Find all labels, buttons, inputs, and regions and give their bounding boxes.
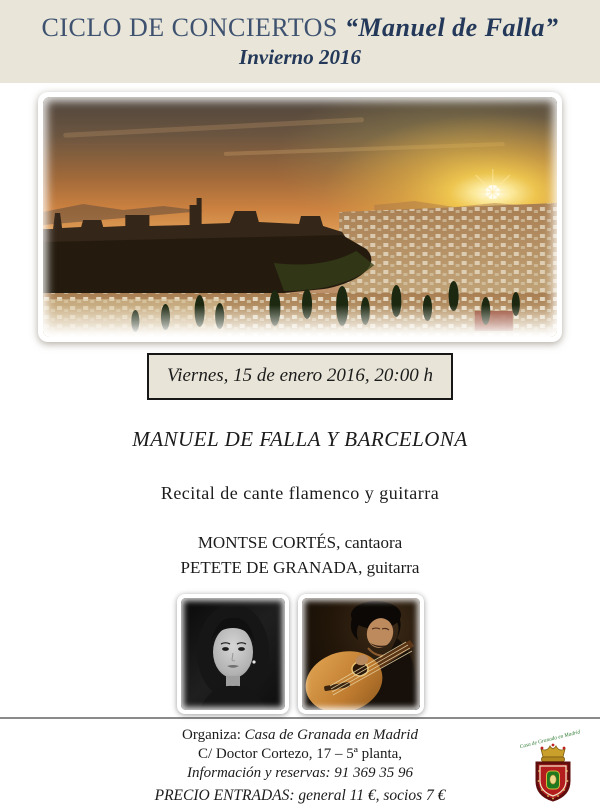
alhambra-sunset-illustration [43,97,557,337]
poster-subtitle: Invierno 2016 [239,45,361,69]
artist-photo-right-frame [298,594,424,714]
poster-title-main: CICLO DE CONCIERTOS [41,13,345,42]
artist-photos-row [0,594,600,714]
event-date-box [147,353,453,400]
petete-de-granada-photo [302,598,420,710]
montse-cortes-photo [181,598,285,710]
main-photo-section [38,92,562,342]
event-datetime: Viernes, 15 de enero 2016, 20:00 h [167,365,433,386]
crest-illustration [518,721,588,803]
artist-line: MONTSE CORTÉS, cantaora [197,533,403,552]
info-phone-line: Información y reservas: 91 369 35 96 [186,765,414,781]
main-photo-frame [38,92,562,342]
alhambra-sunset-photo [43,97,557,337]
poster-footer [0,719,600,805]
poster-title-quote: “Manuel de Falla” [344,13,559,42]
artist-line: PETETE DE GRANADA, guitarra [180,558,420,577]
poster-title [0,13,600,43]
artist-photo-left-frame [177,594,289,714]
petete-guitarist-illustration [302,598,420,710]
organizer-name: Casa de Granada en Madrid [244,727,418,743]
address-line: C/ Doctor Cortezo, 17 – 5ª planta, [197,746,403,762]
organizer-label: Organiza: [182,727,245,743]
poster-header [0,0,600,83]
event-description: Recital de cante flamenco y guitarra [160,483,440,503]
casa-de-granada-crest-logo [518,721,588,809]
event-title: MANUEL DE FALLA Y BARCELONA [132,427,468,451]
organizer-line [0,726,600,745]
montse-cortes-illustration [181,598,285,710]
price-line: PRECIO ENTRADAS: general 11 €, socios 7 € [154,787,446,804]
artists-list [0,530,600,580]
crest-caption: Casa de Granada en Madrid [519,728,583,751]
